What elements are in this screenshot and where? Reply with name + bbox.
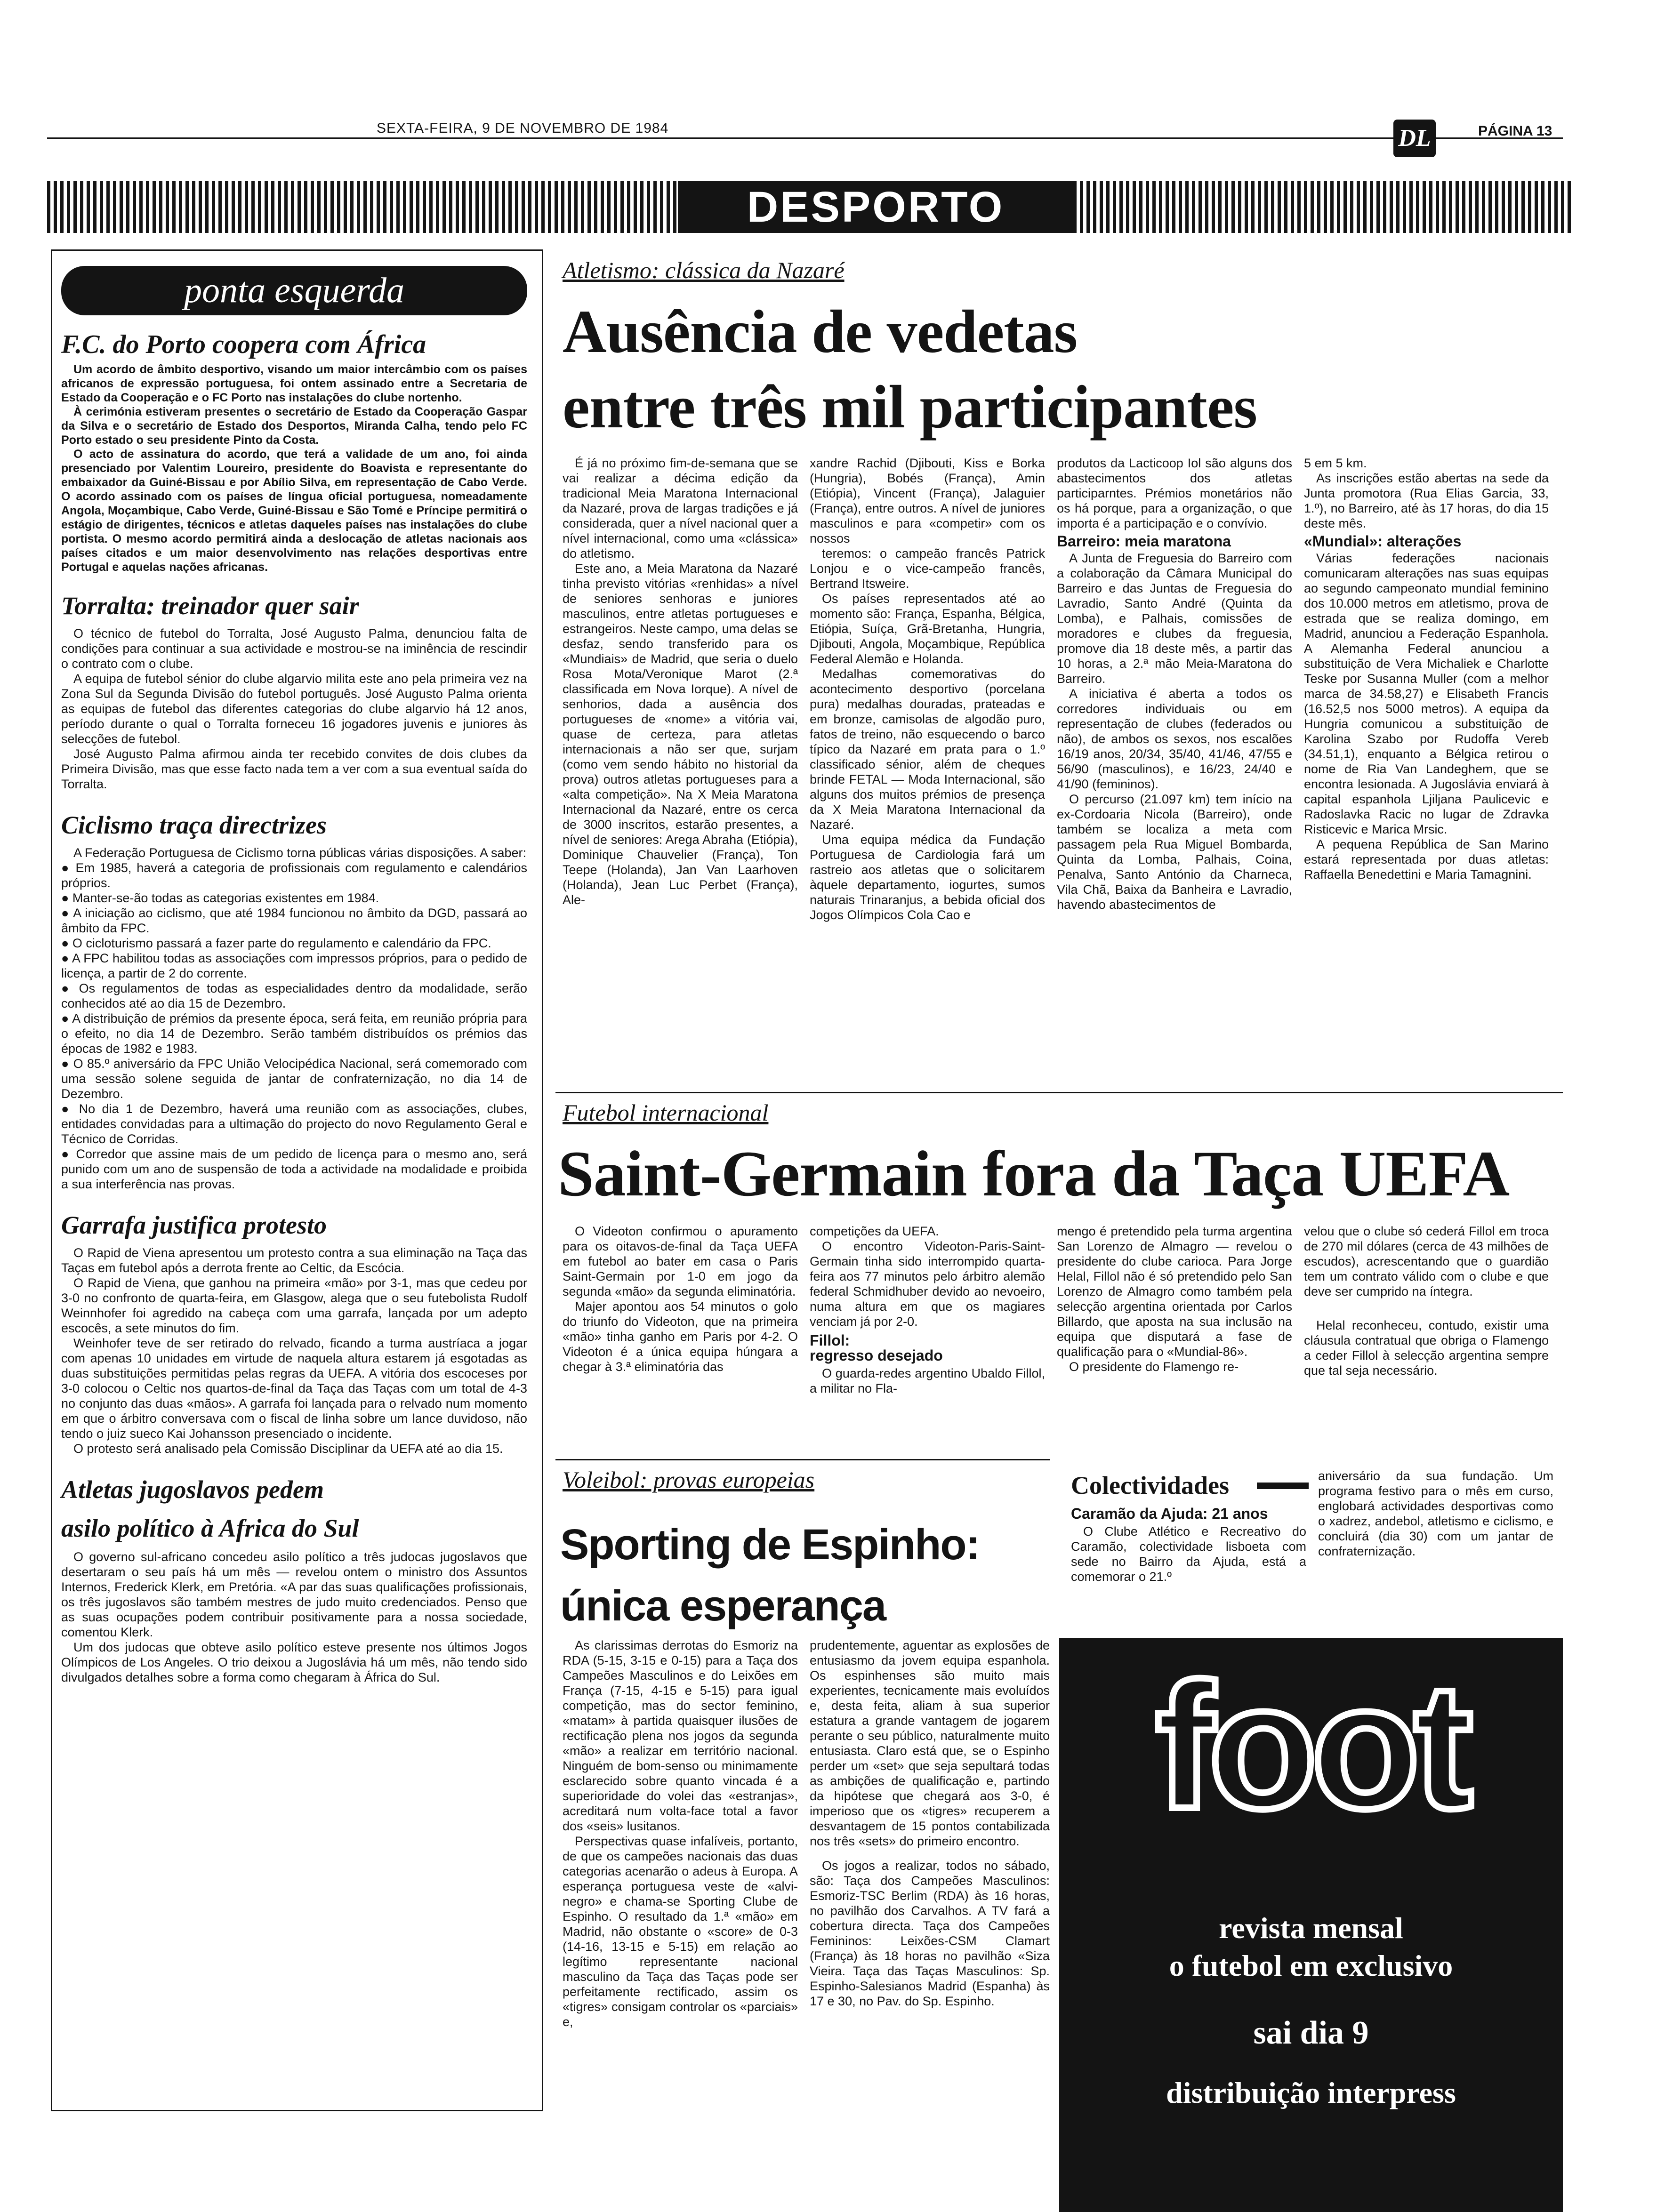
colectividades-bar [1257, 1483, 1309, 1489]
paragraph: O governo sul-africano concedeu asilo político a três judocas jugoslavos que desertaram o seu país há um mês — revelou ontem o ministro dos Assuntos Internos, Frederick Klerk, em Pretória. «A par das suas qualificações profissionais, os três jugoslavos são também mestres de judo muito credenciados. Penso que as suas ocupações podem contribuir positivamente para a nossa sociedade, comentou Klerk. [61, 1550, 527, 1639]
paragraph: O protesto será analisado pela Comissão Disciplinar da UEFA até ao dia 15. [73, 1442, 503, 1456]
left-column [61, 329, 527, 1685]
foot-advertisement [1059, 1638, 1563, 2212]
bullet-list [61, 860, 527, 1192]
paragraph: O presidente do Flamengo re- [1069, 1360, 1239, 1374]
list-item: ● Em 1985, haverá a categoria de profissionais com regulamento e calendários próprios. [61, 860, 527, 890]
article-title: Garrafa justifica protesto [61, 1211, 327, 1239]
paragraph: Perspectivas quase infalíveis, portanto, de que os campeões nacionais das duas categorias acenarão o adeus à Europa. A esperança portuguesa veste de «alvi-negro» e chama-se Sporting Clube de Espinho. O resultado da 1.ª «mão» em Madrid, não obstante o «score» de 0-3 (14-16, 13-15 e 5-15) em relação ao legítimo representante nacional masculino da Taça das Taças pode ser perfeitamente rectificado, assim os «tigres» consigam controlar os «parciais» e, [563, 1834, 798, 2029]
paragraph: Uma equipa médica da Fundação Portuguesa de Cardiologia fará um rastreio aos atletas que o solicitarem àquele departamento, iogurtes, sumos naturais Trinaranjus, a bebida oficial dos Jogos Olímpicos Cola Cao e [810, 833, 1045, 922]
subhead: Barreiro: meia maratona [1057, 533, 1231, 550]
divider [555, 1459, 1050, 1460]
paragraph: prudentemente, aguentar as explosões de entusiasmo da jovem equipa espanhola. Os espinhenses são muito mais experientes, tecnicamente mais evoluídos e, desta feita, aliam à sua superior estatura a grande vantagem de jogarem perante o seu público, naturalmente muito entusiasta. Claro está que, se o Espinho perder um «set» que seja sepultará todas as ambições de qualificação e, partindo da hipótese que chegará aos 3-0, é imperioso que os «tigres» recuperem a desvantagem de 15 pontos contabilizada nos três «sets» do primeiro encontro. [810, 1638, 1050, 1848]
nazare-col-1 [563, 456, 798, 907]
paragraph: Helal reconheceu, contudo, existir uma cláusula contratual que obriga o Flamengo a ceder Fillol à selecção argentina sempre que tal seja necessário. [1304, 1318, 1549, 1378]
paragraph: Um acordo de âmbito desportivo, visando um maior intercâmbio com os países africanos de expressão portuguesa, foi ontem assinado entre a Secretaria de Estado da Cooperação e o FC Porto nas instalações do clube nortenho. [61, 363, 527, 404]
list-item: ● Manter-se-ão todas as categorias existentes em 1984. [61, 890, 527, 906]
nazare-headline: Ausência de vedetas [563, 298, 1078, 366]
uefa-col-4 [1304, 1224, 1549, 1378]
divider [555, 1092, 1563, 1093]
paragraph: aniversário da sua fundação. Um programa festivo para o mês em curso, englobará actividades desportivas como o xadrez, andebol, atletismo e ciclismo, e concluirá (dia 30) com um jantar de confraternização. [1318, 1469, 1553, 1558]
voleibol-headline: Sporting de Espinho: [560, 1521, 980, 1569]
paragraph: O Rapid de Viena, que ganhou na primeira «mão» por 3-1, mas que cedeu por 3-0 no confronto de quarta-feira, em Glasgow, alega que o seu futebolista Rudolf Weinnhofer foi agredido na cabeça com uma garrafa, lançada por um adepto escocês, a sete minutos do fim. [61, 1276, 527, 1335]
paragraph: Os jogos a realizar, todos no sábado, são: Taça dos Campeões Masculinos: Esmoriz-TSC Berlim (RDA) às 16 horas, no pavilhão dos Carvalhos. A TV fará a cobertura directa. Taça dos Campeões Femininos: Leixões-CSM Clamart (França) às 18 horas no pavilhão «Siza Vieira. Taça das Taças Masculinos: Sp. Espinho-Salesianos Madrid (Espanha) às 17 e 30, no Pav. do Sp. Espinho. [810, 1859, 1050, 2008]
ad-line: o futebol em exclusivo [1169, 1949, 1453, 1982]
uefa-kicker: Futebol internacional [563, 1099, 769, 1126]
foot-logo: foot [1155, 1646, 1467, 1846]
paragraph: Medalhas comemorativas do acontecimento desportivo (porcelana pura) medalhas douradas, prateadas e em bronze, camisolas de algodão puro, fatos de treino, não esquecendo o barco típico da Nazaré em prata para o 1.º classificado sénior, além de cheques brinde FETAL — Moda Internacional, são alguns dos muitos prémios de presença da X Meia Maratona Internacional da Nazaré. [810, 667, 1045, 832]
nazare-col-2 [810, 456, 1045, 922]
list-item: ● Corredor que assine mais de um pedido de licença para o mesmo ano, será punido com um ano de suspensão de toda a actividade na modalidade e proibida a sua interferência nas provas. [61, 1146, 527, 1192]
paragraph: É já no próximo fim-de-semana que se vai realizar a décima edição da tradicional Meia Maratona Internacional da Nazaré, prova de largas tradições e já considerada, quer a nível nacional quer a nível internacional, como uma «clássica» do atletismo. [563, 456, 798, 561]
nazare-col-4 [1304, 456, 1549, 882]
voleibol-headline: única esperança [560, 1582, 886, 1630]
ad-line: sai dia 9 [1253, 2015, 1369, 2051]
paragraph: José Augusto Palma afirmou ainda ter recebido convites de dois clubes da Primeira Divisão, mas que esse facto nada tem a ver com a sua eventual saída do Torralta. [61, 747, 527, 791]
colectividades-title: Colectividades [1071, 1471, 1229, 1499]
paragraph: produtos da Lacticoop Iol são alguns dos abastecimentos dos atletas participarntes. Prémios monetários não os há porque, para a organização, o que importa é a participação e o convívio. [1057, 456, 1292, 530]
list-item: ● O cicloturismo passará a fazer parte do regulamento e calendário da FPC. [61, 936, 527, 951]
paragraph: competições da UEFA. [810, 1224, 939, 1238]
paragraph: O Rapid de Viena apresentou um protesto contra a sua eliminação na Taça das Taças em futebol após a derrota frente ao Celtic, da Escócia. [61, 1246, 527, 1275]
ad-line: distribuição interpress [1166, 2076, 1456, 2109]
colectividades-col-2 [1318, 1468, 1553, 1559]
section-stripes-right [1073, 181, 1572, 233]
paragraph: À cerimónia estiveram presentes o secretário de Estado da Cooperação Gaspar da Silva e o secretário de Estado dos Desportos, Miranda Calha, tendo pelo FC Porto estado o seu presidente Pinto da Costa. [61, 405, 527, 447]
colectividades-col-1 [1071, 1506, 1306, 1584]
uefa-col-2 [810, 1224, 1045, 1396]
uefa-headline: Saint-Germain fora da Taça UEFA [558, 1138, 1510, 1210]
article-body [61, 1549, 527, 1685]
paragraph: Várias federações nacionais comunicaram alterações nas suas equipas ao segundo campeonato mundial feminino dos 10.000 metros em atletismo, prova de estrada que se realiza domingo, em Madrid, anunciou a Federação Espanhola. A Alemanha Federal anunciou a substituição de Vera Michaliek e Charlotte Teske por Susanna Muller (com a melhor marca de 34.58,27) e Elisabeth Francis (16.52,5 nos 5000 metros). A equipa da Hungria comunicou a substituição de Karolina Szabo por Rudoffa Vereb (34.51,1), enquanto a Bélgica retirou o nome de Ria Van Landeghem, que se encontra lesionada. A Jugoslávia enviará à capital espanhola Ljiljana Paulicevic e Radoslavka Racic no lugar de Zdravka Risticevic e Marica Mrsic. [1304, 551, 1549, 836]
ad-line: revista mensal [1219, 1911, 1403, 1945]
paragraph: O técnico de futebol do Torralta, José Augusto Palma, denunciou falta de condições para continuar a sua actividade e mostrou-se na iminência de rescindir o contrato com o clube. [61, 626, 527, 671]
logo-mark: DL [1393, 120, 1436, 157]
paragraph: teremos: o campeão francês Patrick Lonjou e o vice-campeão francês, Bertrand Itsweire. [810, 546, 1045, 591]
paragraph: O Clube Atlético e Recreativo do Caramão, colectividade lisboeta com sede no Bairro da Ajuda, está a comemorar o 21.º [1071, 1524, 1306, 1584]
paragraph: velou que o clube só cederá Fillol em troca de 270 mil dólares (cerca de 43 milhões de escudos), acrescentando que o guardião tem um contrato válido com o clube e que deve ser cumprido na íntegra. [1304, 1224, 1549, 1298]
paragraph: O encontro Videoton-Paris-Saint-Germain tinha sido interrompido quarta-feira aos 77 minutos pelo árbitro alemão federal Schmidhuber devido ao nevoeiro, numa altura em que os magiares venciam já por 2-0. [810, 1239, 1045, 1329]
article-body [61, 626, 527, 792]
ponta-esquerda-title: ponta esquerda [184, 271, 404, 310]
nazare-col-3 [1057, 456, 1292, 912]
uefa-col-1 [563, 1224, 798, 1374]
paragraph: A equipa de futebol sénior do clube algarvio milita este ano pela primeira vez na Zona Sul da Segunda Divisão do futebol português. José Augusto Palma orienta as equipas de futebol das diferentes categorias do clube algarvio há 12 anos, período durante o qual o Torralta forneceu 16 jogadores juvenis e juniores às selecções de futebol. [61, 672, 527, 746]
paragraph: As clarissimas derrotas do Esmoriz na RDA (5-15, 3-15 e 0-15) para a Taça dos Campeões Masculinos e do Leixões em França (7-15, 4-15 e 5-15) para igual competição, mas do sector feminino, «matam» à partida quaisquer ilusões de rectificação plena nos jogos da segunda «mão» a realizar em território nacional. Ninguém de bom-senso ou minimamente esclarecido sobre quanto vincada é a superioridade do volei das «estranjas», acreditará num volta-face total a favor dos «seis» lusitanos. [563, 1638, 798, 1833]
paragraph: As inscrições estão abertas na sede da Junta promotora (Rua Elias Garcia, 33, 1.º), no Barreiro, até às 17 horas, do dia 15 deste mês. [1304, 471, 1549, 530]
paragraph: Os países representados até ao momento são: França, Espanha, Bélgica, Etiópia, Suíça, Grã-Bretanha, Hungria, Djibouti, Angola, Moçambique, República Federal Alemão e Holanda. [810, 592, 1045, 666]
subhead: Fillol: [810, 1332, 850, 1349]
list-item: ● No dia 1 de Dezembro, haverá uma reunião com as associações, clubes, entidades convidadas para a ultimação do projecto do novo Regulamento Geral e Técnico de Corridas. [61, 1101, 527, 1146]
article-title: Torralta: treinador quer sair [61, 592, 359, 620]
article-body [61, 845, 527, 1192]
paragraph: O acto de assinatura do acordo, que terá a validade de um ano, foi ainda presenciado por Valentim Loureiro, presidente do Boavista e representante do embaixador da Guiné-Bissau e por Abílio Silva, em representação de Cabo Verde. O acordo assinado com os países de língua oficial portuguesa, nomeadamente Angola, Moçambique, Cabo Verde, Guiné-Bissau e São Tomé e Príncipe permitirá o estágio de dirigentes, técnicos e atletas daqueles países nas instalações do clube portista. O mesmo acordo permitirá ainda a deslocação de atletas nacionais aos países citados e um maior desenvolvimento nas relações desportivas entre Portugal e aquelas nações africanas. [61, 448, 527, 574]
section-stripes-left [47, 181, 678, 233]
paragraph: Majer apontou aos 54 minutos o golo do triunfo do Videoton, que na primeira «mão» tinha ganho em Paris por 4-2. O Videoton é a única equipa húngara a chegar à 3.ª eliminatória das [563, 1299, 798, 1374]
paragraph: O percurso (21.097 km) tem início na ex-Cordoaria Nicola (Barreiro), onde também se localiza a meta com passagem pela Rua Miguel Bombarda, Quinta da Lomba, Palhais, Coina, Penalva, Santo António da Charneca, Vila Chã, Baixa da Banheira e Lavradio, havendo abastecimentos de [1057, 792, 1292, 912]
paragraph: Um dos judocas que obteve asilo político esteve presente nos últimos Jogos Olímpicos de Los Angeles. O trio deixou a Jugoslávia há um mês, não tendo sido divulgados detalhes sobre a forma como chegaram à África do Sul. [61, 1640, 527, 1684]
list-item: ● A iniciação ao ciclismo, que até 1984 funcionou no âmbito da DGD, passará ao âmbito da FPC. [61, 906, 527, 936]
header-rule [47, 137, 1563, 139]
paragraph: Weinhofer teve de ser retirado do relvado, ficando a turma austríaca a jogar com apenas 10 unidades em virtude de naquela altura estarem já esgotadas as duas substituições permitidas pelas regras da UEFA. A vitória dos escoceses por 3-0 colocou o Celtic nos quartos-de-final da Taça das Taças com um total de 4-3 no conjunto das duas «mãos». A garrafa foi lançada para o relvado num momento em que o árbitro conversava com o fiscal de linha sobre um lance duvidoso, não tendo o juiz sueco Kai Johansson presenciado o incidente. [61, 1336, 527, 1441]
paragraph: 5 em 5 km. [1304, 456, 1367, 470]
nazare-headline: entre três mil participantes [563, 373, 1257, 441]
voleibol-kicker: Voleibol: provas europeias [563, 1467, 815, 1493]
list-item: ● Os regulamentos de todas as especialidades dentro da modalidade, serão conhecidos até ao dia 15 de Dezembro. [61, 981, 527, 1011]
voleibol-col-1 [563, 1638, 798, 2029]
voleibol-col-2 [810, 1638, 1050, 2009]
subhead: «Mundial»: alterações [1304, 533, 1462, 550]
paragraph: A Junta de Freguesia do Barreiro com a colaboração da Câmara Municipal do Barreiro e das Juntas de Freguesia do Lavradio, Santo André (Quinta da Lomba), e Palhais, comissões de moradores e clubes da freguesia, promove dia 18 deste mês, a partir das 10 horas, a 2.ª mão Meia-Maratona do Barreiro. [1057, 551, 1292, 686]
article-title: Atletas jugoslavos pedem [61, 1475, 324, 1504]
paragraph: A Federação Portuguesa de Ciclismo torna públicas várias disposições. A saber: [73, 846, 527, 860]
paragraph: A iniciativa é aberta a todos os corredores individuais ou em representação de clubes (federados ou não), de ambos os sexos, nos escalões 16/19 anos, 20/34, 35/40, 41/46, 47/55 e 56/90 (masculinos), e 16/23, 24/40 e 41/90 (femininos). [1057, 687, 1292, 791]
article-title: asilo político à Africa do Sul [61, 1514, 359, 1542]
subhead: regresso desejado [810, 1347, 943, 1364]
article-body [61, 1245, 527, 1456]
list-item: ● A distribuição de prémios da presente época, será feita, em reunião própria para o efeito, no dia 14 de Dezembro. Serão também distribuídos os prémios das épocas de 1982 e 1983. [61, 1011, 527, 1056]
section-title: DESPORTO [678, 181, 1073, 233]
list-item: ● O 85.º aniversário da FPC União Velocipédica Nacional, será comemorado com uma sessão solene seguida de jantar de confraternização, no dia 14 de Dezembro. [61, 1056, 527, 1101]
article-title: F.C. do Porto coopera com África [61, 330, 426, 359]
article-body [61, 362, 527, 574]
subhead: Caramão da Ajuda: 21 anos [1071, 1505, 1268, 1522]
paragraph: mengo é pretendido pela turma argentina San Lorenzo de Almagro — revelou o presidente do clube carioca. Para Jorge Helal, Fillol não é só pretendido pelo San Lorenzo de Almagro como também pela selecção argentina orientada por Carlos Billardo, que aposta na sua inclusão na equipa que disputará a fase de qualificação para o «Mundial-86». [1057, 1224, 1292, 1359]
paragraph: O Videoton confirmou o apuramento para os oitavos-de-final da Taça UEFA em futebol ao bater em casa o Paris Saint-Germain por 1-0 em jogo da segunda «mão» da segunda eliminatória. [563, 1224, 798, 1298]
uefa-col-3 [1057, 1224, 1292, 1374]
paragraph: A pequena República de San Marino estará representada por duas atletas: Raffaella Benedettini e Maria Tamagnini. [1304, 837, 1549, 882]
page-number: PÁGINA 13 [1478, 123, 1552, 139]
paragraph: Este ano, a Meia Maratona da Nazaré tinha previsto vitórias «renhidas» a nível de seniores senhoras e juniores masculinos, entre atletas portugueses e estrangeiros. Neste campo, uma delas se desfaz, sendo transferido para os «Mundiais» de Madrid, que seria o duelo Rosa Mota/Veronique Marot (2.ª classificada em Nova Iorque). A nível de senhorios, dada a ausência dos portugueses de «nome» a vitória vai, quase de certeza, para atletas internacionais a não ser que, surjam (como vem sendo hábito no historial da prova) outros atletas portugueses para a «alta competição». Na X Meia Maratona Internacional da Nazaré, entre os cerca de 3000 inscritos, estarão presentes, a nível de seniores: Arega Abraha (Etiópia), Dominique Chauvelier (França), Ton Teepe (Holanda), Jan Van Laarhoven (Holanda), Jean Luc Perbet (França), Ale- [563, 561, 798, 907]
header-date: SEXTA-FEIRA, 9 DE NOVEMBRO DE 1984 [377, 120, 669, 136]
nazare-kicker: Atletismo: clássica da Nazaré [563, 257, 845, 283]
paragraph: xandre Rachid (Djibouti, Kiss e Borka (Hungria), Bobés (França), Amin (Etiópia), Vincent (França), Jalaguier (França), entre outros. A nível de juniores masculinos e para «competir» com os nossos [810, 456, 1045, 545]
list-item: ● A FPC habilitou todas as associações com impressos próprios, para o pedido de licença, a partir de 2 do corrente. [61, 951, 527, 981]
paragraph: O guarda-redes argentino Ubaldo Fillol, a militar no Fla- [810, 1366, 1045, 1395]
article-title: Ciclismo traça directrizes [61, 811, 327, 839]
